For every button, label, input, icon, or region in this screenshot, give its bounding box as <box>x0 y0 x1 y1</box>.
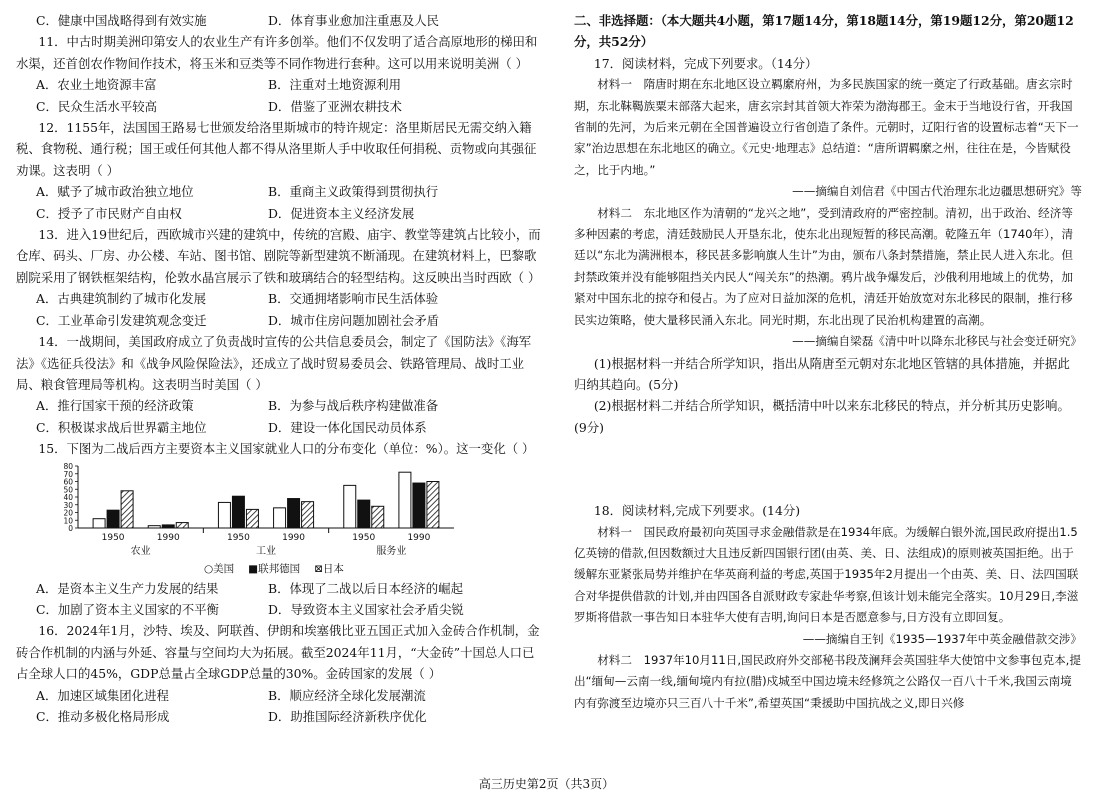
q10-options <box>16 10 542 31</box>
section-title: 二、非选择题：（本大题共4小题，第17题14分，第18题14分，第19题12分，第20题12分，共52分） <box>574 13 1074 50</box>
option-a: A．古典建筑制约了城市化发展 <box>36 291 207 307</box>
q18-material2: 材料二 1937年10月11日,国民政府外交部秘书段茂澜拜会英国驻华大使馆中文参事包克本,提出“缅甸—云南一线,缅甸境内有拉(腊)戍城至中国边境未经修筑之公路仅一百八十千米,我国云南境内有弥渡至边境亦只三百八十千米”,希望英国“秉援助中国抗战之义,即日兴修 <box>574 652 1081 710</box>
option-b: B．重商主义政策得到贯彻执行 <box>268 184 439 200</box>
option-d: D．城市住房问题加剧社会矛盾 <box>268 312 440 328</box>
bar-日本-农业 1950 <box>121 490 133 527</box>
q12-options <box>16 181 542 224</box>
x-year-label: 1990 <box>156 532 180 543</box>
q14-options <box>16 395 542 438</box>
x-year-label: 1950 <box>352 532 376 543</box>
q17-source1: ——摘编自刘信君《中国古代治理东北边疆思想研究》等 <box>792 184 1082 199</box>
q15-options <box>16 578 542 621</box>
bar-联邦德国-农业 1990 <box>162 524 174 527</box>
bar-日本-服务业 1990 <box>427 481 439 528</box>
option-c: C．推动多极化格局形成 <box>36 708 170 724</box>
y-tick-label: 80 <box>63 461 73 471</box>
option-a: A．是资本主义生产力发展的结果 <box>36 580 219 596</box>
option-c: C．加剧了资本主义国家的不平衡 <box>36 601 219 617</box>
bar-美国-服务业 1990 <box>399 472 411 528</box>
q17-material2: 材料二 东北地区作为清朝的“龙兴之地”，受到清政府的严密控制。清初，出于政治、经济等多种因素的考虑，清廷鼓励民人开垦东北，使东北出现短暂的移民高潮。乾隆五年（1740年），清廷以“东北为满洲根本，移民甚多影响旗人生计”为由，颁布八条封禁措施，禁止民人进入东北。但封禁政策并没有能够阻挡关内民人“闯关东”的热潮。鸦片战争爆发后，沙俄利用地域上的优势，加紧对中国东北的掠夺和侵占。为了应对日益加深的危机，清廷开始放宽对东北移民的限制，推行移民实边策略，使大量移民涌入东北。同光时期，东北出现了民治机构建置的高潮。 <box>574 205 1074 327</box>
page-footer: 高三历史第2页（共3页） <box>478 777 615 791</box>
y-tick-label: 20 <box>63 508 73 518</box>
option-d: D．促进资本主义经济发展 <box>268 205 415 221</box>
y-tick-label: 30 <box>63 500 73 510</box>
option-c: C．健康中国战略得到有效实施 <box>36 13 207 28</box>
option-b: B．注重对土地资源利用 <box>268 77 402 93</box>
group-label: 工业 <box>256 545 276 557</box>
q13-options <box>16 288 542 331</box>
left-column <box>16 10 542 727</box>
employment-bar-chart <box>16 462 456 562</box>
y-tick-label: 40 <box>63 492 73 502</box>
q18-heading: 18．阅读材料,完成下列要求。(14分) <box>593 503 801 519</box>
option-c: C．民众生活水平较高 <box>36 98 157 114</box>
y-tick-label: 70 <box>63 469 73 479</box>
bar-日本-工业 1990 <box>302 501 314 527</box>
chart-legend <box>16 562 344 576</box>
q13-stem: 13．进入19世纪后，西欧城市兴建的建筑中，传统的宫殿、庙宇、教堂等建筑占比较小，而仓库、码头、厂房、办公楼、车站、图书馆、剧院等新型建筑不断涌现。在建筑材料上，巴黎歌剧院采用了钢铁框架结构，伦敦水晶宫展示了铁和玻璃结合的轻型结构。这反映出当时西欧（ ） <box>16 227 541 285</box>
y-tick-label: 50 <box>63 484 73 494</box>
q15-stem: 15．下图为二战后西方主要资本主义国家就业人口的分布变化（单位：%）。这一变化（ ） <box>38 441 535 457</box>
bar-联邦德国-工业 1990 <box>288 498 300 527</box>
bar-联邦德国-服务业 1950 <box>358 500 370 528</box>
q17-requirement1: (1)根据材料一并结合所学知识，指出从隋唐至元朝对东北地区管辖的具体措施，并据此归纳其趋向。(5分) <box>574 355 1070 392</box>
bar-联邦德国-农业 1950 <box>107 510 119 528</box>
bar-美国-农业 1990 <box>148 525 160 527</box>
q17-source2: ——摘编自梁磊《清中叶以降东北移民与社会变迁研究》 <box>792 334 1082 349</box>
option-b: B．为参与战后秩序构建做准备 <box>268 398 439 414</box>
q18-material1: 材料一 国民政府最初向英国寻求金融借款是在1934年底。为缓解白银外流,国民政府提出1.5亿英镑的借款,但因数额过大且违反新四国银行团(由英、美、日、法组成)的原则被英国拒绝。出于缓解东亚紧张局势并维护在华英商利益的考虑,英国于1935年2月提出一个由英、美、日、法四国联合对华提供借款的计划,并由四国各自派财政专家赴华考察,但该计划未能完全落实。10月29日,李滋罗斯将借款一事告知日本驻华大使有吉明,询问日本是否愿意参与,日方没有立即回复。 <box>574 524 1079 625</box>
legend-us: ○美国 <box>204 562 235 575</box>
group-label: 服务业 <box>376 545 407 557</box>
bar-日本-农业 1990 <box>176 522 188 527</box>
y-tick-label: 60 <box>63 477 73 487</box>
legend-jp: ⊠日本 <box>314 562 344 575</box>
x-year-label: 1950 <box>101 532 125 543</box>
option-d: D．体育事业愈加注重惠及人民 <box>268 13 440 28</box>
x-year-label: 1990 <box>407 532 431 543</box>
option-b: B．体现了二战以后日本经济的崛起 <box>268 580 463 596</box>
option-a: A．加速区域集团化进程 <box>36 687 169 703</box>
bar-日本-工业 1950 <box>246 509 258 528</box>
option-a: A．农业土地资源丰富 <box>36 77 157 93</box>
bar-美国-服务业 1950 <box>344 485 356 528</box>
bar-美国-工业 1990 <box>274 507 286 527</box>
y-tick-label: 10 <box>63 515 73 525</box>
x-year-label: 1990 <box>282 532 306 543</box>
option-c: C．积极谋求战后世界霸主地位 <box>36 419 207 435</box>
option-b: B．交通拥堵影响市民生活体验 <box>268 291 439 307</box>
bar-日本-服务业 1950 <box>372 506 384 528</box>
employment-chart <box>16 462 542 578</box>
q11-options <box>16 74 542 117</box>
option-c: C．工业革命引发建筑观念变迁 <box>36 312 207 328</box>
bar-联邦德国-工业 1950 <box>232 496 244 528</box>
option-a: A．赋予了城市政治独立地位 <box>36 184 194 200</box>
q17-material1: 材料一 隋唐时期在东北地区设立羁縻府州，为多民族国家的统一奠定了行政基础。唐玄宗时期，东北靺鞨族粟末部落大起来，唐玄宗封其首领大祚荣为渤海郡王。金末于当地设行省，开我国省制的先河，为后来元朝在全国普遍设立行省创造了条件。元朝时，辽阳行省的设置标志着“天下一家”治边思想在东北地区的确立。《元史·地理志》总结道：“唐所谓羁縻之州，往往在是，今皆赋役之，比于内地。” <box>574 77 1079 177</box>
q11-stem: 11．中古时期美洲印第安人的农业生产有许多创举。他们不仅发明了适合高原地形的梯田和水渠，还首创农作物间作技术，将玉米和豆类等不同作物进行套种。这可以用来说明美洲（ ） <box>16 34 538 71</box>
bar-美国-工业 1950 <box>218 502 230 528</box>
q17-requirement2: (2)根据材料二并结合所学知识，概括清中叶以来东北移民的特点，并分析其历史影响。(9分) <box>574 398 1070 435</box>
bar-美国-农业 1950 <box>93 518 105 527</box>
q16-options <box>16 685 542 728</box>
bar-联邦德国-服务业 1990 <box>413 483 425 528</box>
option-d: D．助推国际经济新秩序优化 <box>268 708 427 724</box>
option-d: D．导致资本主义国家社会矛盾尖锐 <box>268 601 464 617</box>
q12-stem: 12．1155年，法国国王路易七世颁发给洛里斯城市的特许规定：洛里斯居民无需交纳入籍税、食物税、通行税；国王或任何其他人都不得从洛里斯人手中收取任何捐税、贡物或向其强征劝课。这表明（ ） <box>16 120 537 178</box>
legend-frg: ■联邦德国 <box>248 562 301 575</box>
group-label: 农业 <box>130 545 151 557</box>
option-c: C．授予了市民财产自由权 <box>36 205 182 221</box>
option-d: D．建设一体化国民动员体系 <box>268 419 427 435</box>
option-b: B．顺应经济全球化发展潮流 <box>268 687 426 703</box>
x-year-label: 1950 <box>226 532 250 543</box>
option-d: D．借鉴了亚洲农耕技术 <box>268 98 402 114</box>
option-a: A．推行国家干预的经济政策 <box>36 398 194 414</box>
y-tick-label: 0 <box>68 523 73 533</box>
q16-stem: 16．2024年1月，沙特、埃及、阿联酋、伊朗和埃塞俄比亚五国正式加入金砖合作机制，金砖合作机制的内涵与外延、容量与空间均大为拓展。截至2024年11月，“大金砖”十国总人口已占全球人口的45%，GDP总量占全球GDP总量的30%。金砖国家的发展（ ） <box>16 623 540 682</box>
q17-heading: 17．阅读材料，完成下列要求。（14分） <box>593 55 818 71</box>
q14-stem: 14．一战期间，美国政府成立了负责战时宣传的公共信息委员会，制定了《国防法》《海军法》《选征兵役法》和《战争风险保险法》，还成立了战时贸易委员会、铁路管理局、战时工业局、粮食管理局等机构。这表明当时美国（ ） <box>16 334 532 392</box>
q18-source1: ——摘编自王钊《1935—1937年中英金融借款交涉》 <box>802 631 1082 646</box>
right-column <box>574 10 1082 714</box>
